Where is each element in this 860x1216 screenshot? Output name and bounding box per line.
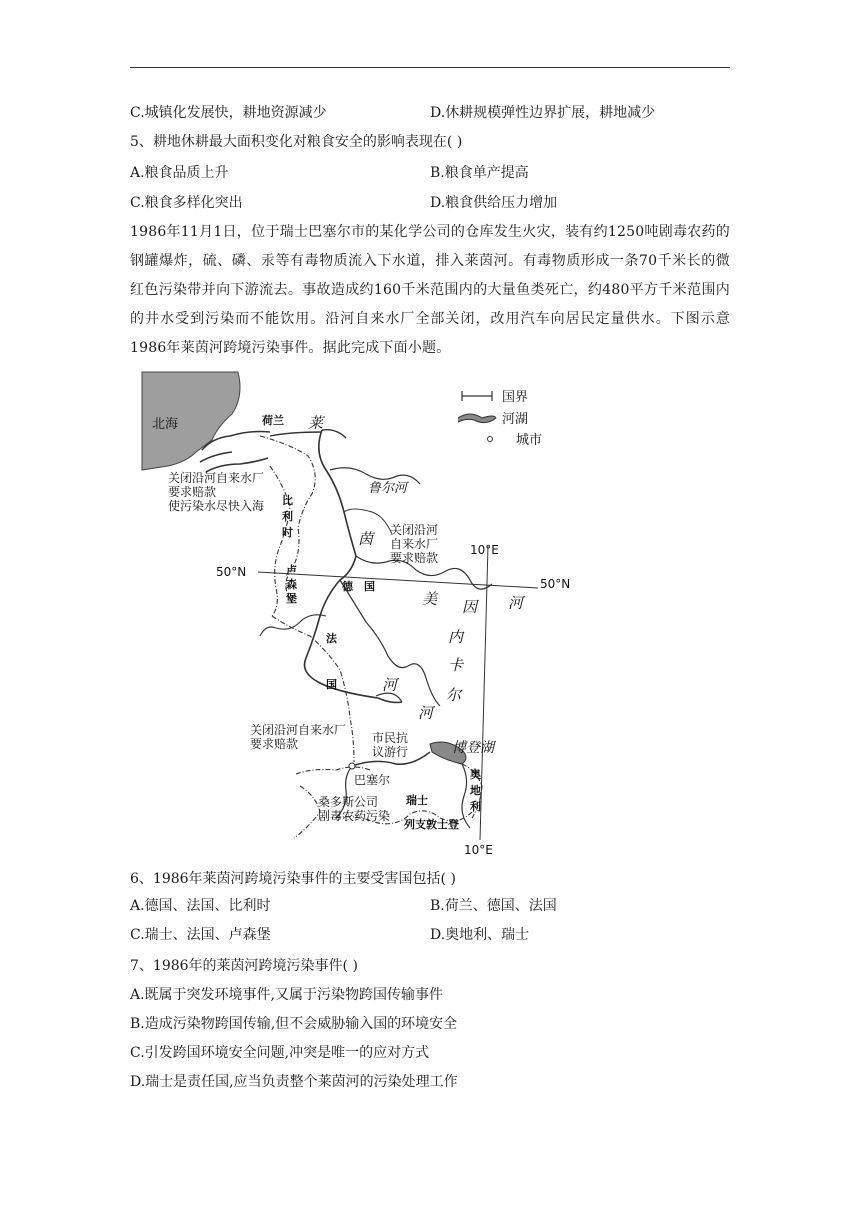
- note-protest-line2: 议游行: [372, 745, 409, 759]
- moselle-river-line: [260, 615, 326, 636]
- q7-option-b: B.造成污染物跨国传输,但不会威胁输入国的环境安全: [130, 1016, 458, 1032]
- q7-option-a: A.既属于突发环境事件,又属于污染物跨国传输事件: [130, 987, 444, 1003]
- latitude-50n-line: [258, 572, 538, 588]
- switzerland-label: 瑞士: [406, 794, 428, 807]
- note-de-line3: 要求赔款: [390, 551, 439, 565]
- longitude-10e-line: [480, 546, 488, 840]
- luxembourg-label-2: 森: [286, 578, 297, 591]
- rhine-river-line: [307, 432, 390, 698]
- belgium-label-1: 比: [282, 494, 293, 507]
- main-label-2: 因: [462, 598, 478, 616]
- neckar-label-2: 卡: [448, 656, 464, 674]
- q5-option-a: A.粮食品质上升: [130, 165, 229, 181]
- luxembourg-label-1: 卢: [286, 564, 297, 577]
- rhine-label-2: 茵: [358, 530, 374, 548]
- q4-option-d: D.休耕规模弹性边界扩展，耕地减少: [430, 105, 656, 121]
- note-nl-line1: 关闭沿河自来水厂: [168, 471, 265, 485]
- q7-option-c: C.引发跨国环境安全问题,冲突是唯一的应对方式: [130, 1045, 430, 1061]
- header-rule: [130, 67, 730, 68]
- ruhr-label: 鲁尔河: [368, 481, 408, 496]
- lon-label-top: 10°E: [470, 543, 499, 557]
- legend-river-label: 河湖: [502, 412, 529, 427]
- note-protest-line1: 市民抗: [372, 731, 409, 745]
- note-fr-line1: 关闭沿河自来水厂: [250, 723, 347, 737]
- bodensee-label: 博登湖: [452, 740, 494, 756]
- q6-option-b: B.荷兰、德国、法国: [430, 898, 557, 914]
- neckar-label-1: 内: [448, 628, 464, 646]
- france-label-2: 国: [326, 678, 337, 691]
- france-label-1: 法: [326, 632, 337, 645]
- note-nl-line3: 使污染水尽快入海: [168, 499, 265, 513]
- q5-stem: 5、耕地休耕最大面积变化对粮食安全的影响表现在( ): [130, 134, 463, 150]
- q6-stem: 6、1986年莱茵河跨境污染事件的主要受害国包括( ): [130, 871, 456, 887]
- passage: 1986年11月1日，位于瑞士巴塞尔市的某化学公司的仓库发生火灾，装有约1250吨剧毒农药的钢罐爆炸，硫、磷、汞等有毒物质流入下水道，排入莱茵河。有毒物质形成一条70千米长的微红色污染带并向下游流去。事故造成约160千米范围内的大量鱼类死亡，约480平方千米范围内的井水受到污染而不能饮用。沿河自来水厂全部关闭，改用汽车向居民定量供水。下图示意1986年莱茵河跨境污染事件。据此完成下面小题。: [130, 224, 730, 356]
- neckar-label-3: 尔: [446, 686, 462, 704]
- q6-option-d: D.奥地利、瑞士: [430, 927, 530, 943]
- germany-label: 德 国: [342, 580, 375, 593]
- q5-option-c: C.粮食多样化突出: [130, 195, 243, 211]
- austria-label-2: 地: [470, 784, 481, 797]
- rhine-pollution-map: [140, 366, 570, 858]
- belgium-label-2: 利: [282, 510, 293, 523]
- lat-label-right: 50°N: [540, 577, 570, 591]
- q7-option-d: D.瑞士是责任国,应当负责整个莱茵河的污染处理工作: [130, 1074, 458, 1090]
- liechtenstein-label: 列支敦士登: [404, 818, 459, 831]
- lat-label-left: 50°N: [216, 565, 247, 579]
- austria-label-3: 利: [470, 800, 481, 813]
- rhine-label-3: 河: [382, 676, 398, 694]
- neckar-label-4: 河: [418, 704, 434, 722]
- luxembourg-label-3: 堡: [286, 592, 297, 605]
- basel-label: 巴塞尔: [354, 773, 391, 787]
- rhine-label-1: 莱: [308, 414, 324, 432]
- note-company-line1: 桑多斯公司: [318, 795, 379, 809]
- q6-option-c: C.瑞士、法国、卢森堡: [130, 927, 271, 943]
- austria-label-1: 奥: [470, 768, 481, 781]
- note-nl-line2: 要求赔款: [168, 485, 217, 499]
- basel-city-marker: [349, 763, 355, 769]
- legend-city-label: 城市: [516, 433, 543, 448]
- q5-option-d: D.粮食供给压力增加: [430, 195, 558, 211]
- q4-option-c: C.城镇化发展快，耕地资源减少: [130, 105, 327, 121]
- note-de-line1: 关闭沿河: [390, 523, 439, 537]
- netherlands-label: 荷兰: [262, 414, 284, 427]
- belgium-label-3: 时: [282, 526, 293, 539]
- main-label-1: 美: [422, 590, 438, 608]
- note-de-line2: 自来水厂: [390, 537, 439, 551]
- q6-option-a: A.德国、法国、比利时: [130, 898, 271, 914]
- main-label-3: 河: [508, 594, 524, 612]
- note-company-line2: 剧毒农药污染: [318, 809, 391, 823]
- q5-option-b: B.粮食单产提高: [430, 165, 529, 181]
- q7-stem: 7、1986年的莱茵河跨境污染事件( ): [130, 958, 358, 974]
- legend-border-label: 国界: [502, 390, 529, 405]
- map-legend: [458, 390, 542, 448]
- north-sea-label: 北海: [152, 417, 179, 432]
- lon-label-bottom: 10°E: [464, 843, 493, 857]
- note-fr-line2: 要求赔款: [250, 737, 299, 751]
